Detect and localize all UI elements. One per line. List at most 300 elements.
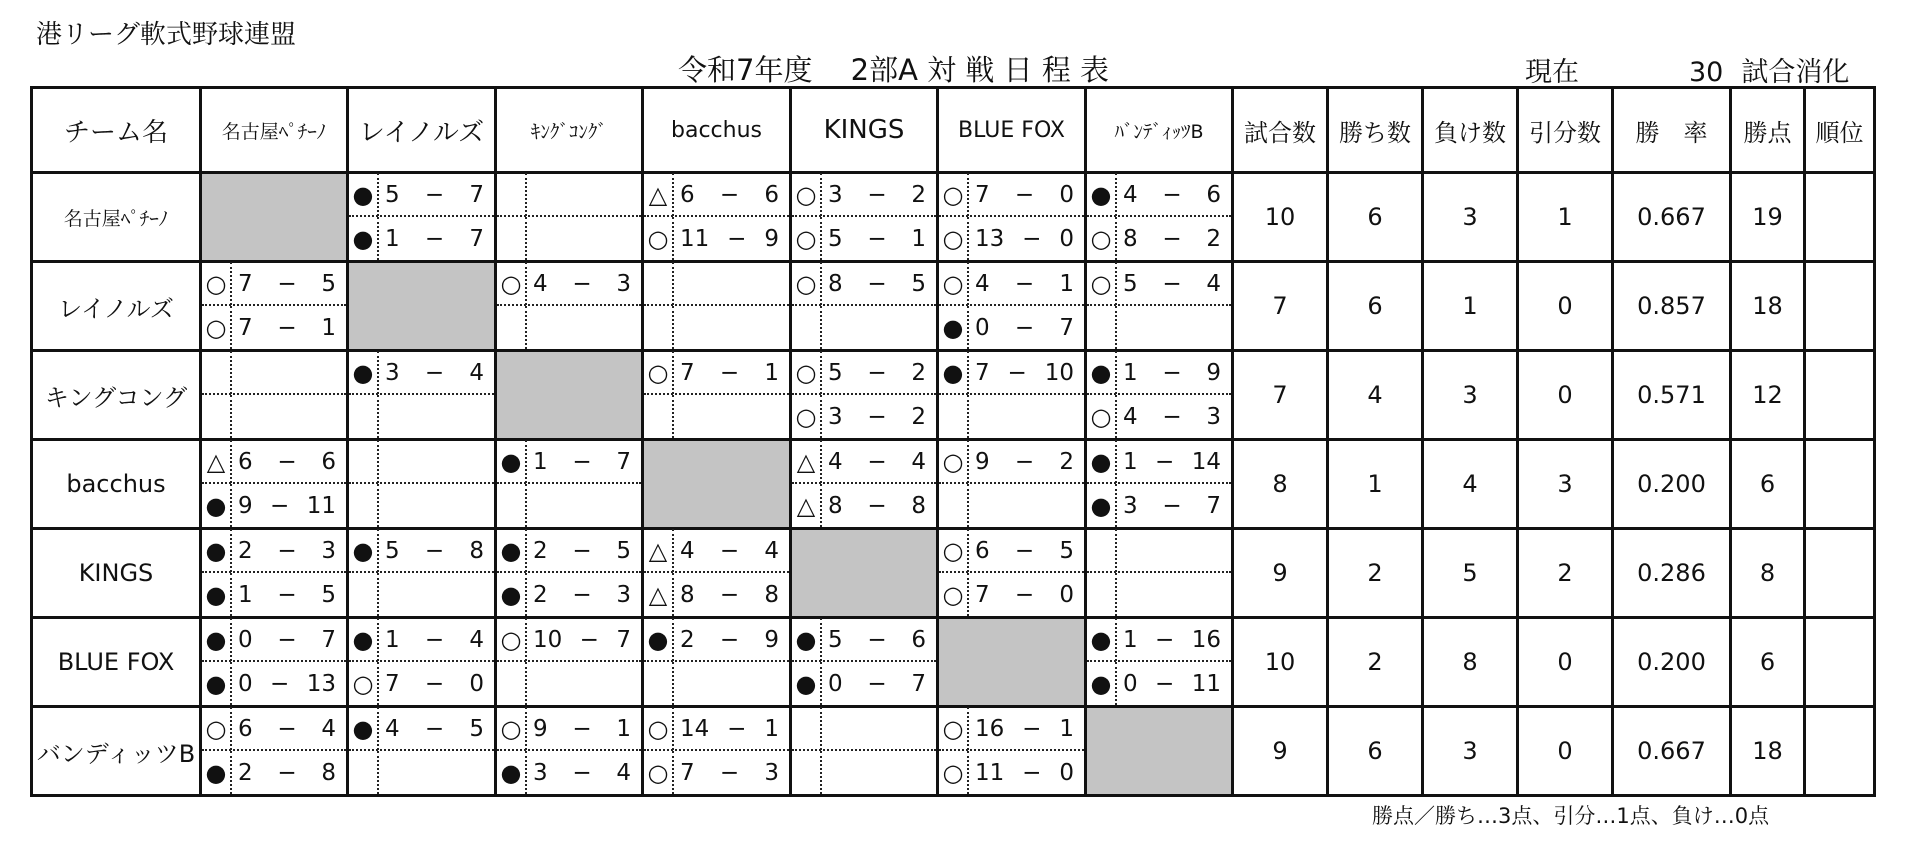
opponent-score: 3 bbox=[616, 270, 631, 297]
team-score: 3 bbox=[828, 403, 843, 430]
team-score: 7 bbox=[680, 759, 695, 786]
team-row bbox=[32, 173, 1875, 262]
game-score bbox=[527, 716, 641, 742]
points: 6 bbox=[1731, 618, 1805, 707]
game-score bbox=[822, 271, 936, 297]
team-score: 5 bbox=[385, 181, 400, 208]
team-score: 7 bbox=[975, 359, 990, 386]
team-score: 0 bbox=[1123, 670, 1138, 697]
game-slot bbox=[792, 751, 936, 794]
self-match-cell bbox=[643, 440, 791, 529]
team-score: 7 bbox=[975, 181, 990, 208]
result-mark: ○ bbox=[792, 351, 822, 394]
result-mark bbox=[349, 440, 379, 483]
result-mark bbox=[1087, 529, 1117, 572]
draws: 1 bbox=[1518, 173, 1613, 262]
game-slot bbox=[349, 573, 494, 616]
team-score: 7 bbox=[680, 359, 695, 386]
game-slot bbox=[1087, 530, 1231, 573]
losses: 3 bbox=[1423, 173, 1518, 262]
team-name: キングコング bbox=[32, 351, 201, 440]
game-slot bbox=[202, 662, 346, 705]
opponent-score: 2 bbox=[1059, 448, 1074, 475]
opponent-score: 0 bbox=[1059, 581, 1074, 608]
self-match-cell bbox=[1086, 707, 1233, 796]
game-slot bbox=[497, 263, 641, 306]
score-separator: − bbox=[719, 181, 740, 208]
rank bbox=[1805, 440, 1875, 529]
opponent-header: KINGS bbox=[791, 88, 938, 173]
game-slot bbox=[497, 484, 641, 527]
game-slot bbox=[1087, 573, 1231, 616]
score-separator: − bbox=[424, 670, 445, 697]
opponent-score: 6 bbox=[321, 448, 336, 475]
header-row bbox=[32, 88, 1875, 173]
team-name: レイノルズ bbox=[32, 262, 201, 351]
score-separator: − bbox=[867, 670, 887, 697]
team-row bbox=[32, 707, 1875, 796]
result-mark: △ bbox=[792, 440, 822, 483]
rank bbox=[1805, 351, 1875, 440]
score-separator: − bbox=[277, 537, 297, 564]
score-separator: − bbox=[1162, 270, 1182, 297]
game-slot bbox=[939, 573, 1084, 616]
score-separator: − bbox=[277, 759, 297, 786]
opponent-score: 13 bbox=[306, 670, 336, 697]
team-score: 7 bbox=[238, 314, 253, 341]
team-score: 8 bbox=[680, 581, 695, 608]
result-mark: ○ bbox=[939, 529, 969, 572]
game-score bbox=[1117, 271, 1231, 297]
game-score bbox=[822, 493, 936, 519]
match-cell bbox=[791, 707, 938, 796]
result-mark: ○ bbox=[792, 262, 822, 305]
game-slot bbox=[202, 573, 346, 616]
team-column-header: チーム名 bbox=[32, 88, 201, 173]
game-score bbox=[232, 538, 346, 564]
game-slot bbox=[349, 352, 494, 395]
opponent-score: 7 bbox=[1206, 492, 1221, 519]
score-separator: − bbox=[719, 581, 740, 608]
match-cell bbox=[496, 707, 643, 796]
score-separator: − bbox=[867, 403, 887, 430]
opponent-score: 1 bbox=[764, 359, 779, 386]
game-score bbox=[232, 271, 346, 297]
match-cell bbox=[643, 529, 791, 618]
team-score: 8 bbox=[828, 270, 843, 297]
result-mark: ● bbox=[497, 751, 527, 794]
losses: 3 bbox=[1423, 351, 1518, 440]
team-name: 名古屋ﾍﾟﾁｰﾉ bbox=[32, 173, 201, 262]
opponent-score: 5 bbox=[616, 537, 631, 564]
match-cell bbox=[348, 529, 496, 618]
score-separator: − bbox=[572, 581, 592, 608]
team-score: 3 bbox=[828, 181, 843, 208]
losses-header: 負け数 bbox=[1423, 88, 1518, 173]
score-separator: − bbox=[572, 448, 592, 475]
game-slot bbox=[349, 441, 494, 484]
self-match-cell bbox=[348, 262, 496, 351]
game-slot bbox=[792, 662, 936, 705]
opponent-score: 5 bbox=[1059, 537, 1074, 564]
games-played: 10 bbox=[1233, 173, 1328, 262]
opponent-score: 4 bbox=[321, 715, 336, 742]
team-score: 0 bbox=[238, 670, 253, 697]
game-slot bbox=[497, 174, 641, 217]
team-score: 5 bbox=[1123, 270, 1138, 297]
team-score: 5 bbox=[385, 537, 400, 564]
game-score bbox=[969, 760, 1084, 786]
game-slot bbox=[939, 441, 1084, 484]
team-name: BLUE FOX bbox=[32, 618, 201, 707]
result-mark: ○ bbox=[939, 262, 969, 305]
score-separator: − bbox=[867, 359, 887, 386]
points-footnote: 勝点／勝ち…3点、引分…1点、負け…0点 bbox=[1372, 804, 1770, 828]
team-score: 3 bbox=[533, 759, 548, 786]
games-played: 7 bbox=[1233, 351, 1328, 440]
match-cell bbox=[643, 173, 791, 262]
team-score: 4 bbox=[385, 715, 400, 742]
team-name: バンディッツB bbox=[32, 707, 201, 796]
result-mark: ○ bbox=[939, 751, 969, 794]
result-mark bbox=[202, 351, 232, 394]
result-mark: ● bbox=[939, 306, 969, 349]
game-slot bbox=[644, 263, 789, 306]
game-slot bbox=[349, 217, 494, 260]
score-separator: − bbox=[424, 225, 445, 252]
score-separator: − bbox=[277, 581, 297, 608]
opponent-score: 6 bbox=[1206, 181, 1221, 208]
losses: 3 bbox=[1423, 707, 1518, 796]
opponent-score: 14 bbox=[1191, 448, 1221, 475]
games-played: 9 bbox=[1233, 707, 1328, 796]
score-separator: − bbox=[572, 759, 592, 786]
game-score bbox=[527, 582, 641, 608]
score-separator: − bbox=[1014, 314, 1035, 341]
opponent-score: 1 bbox=[321, 314, 336, 341]
team-score: 1 bbox=[385, 225, 400, 252]
result-mark bbox=[497, 217, 527, 260]
game-score bbox=[527, 538, 641, 564]
points-header: 勝点 bbox=[1731, 88, 1805, 173]
game-slot bbox=[1087, 217, 1231, 260]
match-cell bbox=[1086, 618, 1233, 707]
win-rate: 0.286 bbox=[1613, 529, 1731, 618]
game-slot bbox=[792, 352, 936, 395]
game-slot bbox=[644, 619, 789, 662]
result-mark bbox=[349, 395, 379, 438]
result-mark: ○ bbox=[939, 217, 969, 260]
result-mark bbox=[497, 484, 527, 527]
result-mark: ● bbox=[644, 618, 674, 661]
result-mark: ● bbox=[202, 618, 232, 661]
game-score bbox=[1117, 627, 1231, 653]
league-name: 港リーグ軟式野球連盟 bbox=[36, 20, 297, 50]
opponent-score: 0 bbox=[1059, 759, 1074, 786]
result-mark: ○ bbox=[792, 173, 822, 216]
game-slot bbox=[792, 306, 936, 349]
opponent-score: 7 bbox=[469, 181, 484, 208]
result-mark: ○ bbox=[1087, 395, 1117, 438]
score-separator: − bbox=[277, 314, 297, 341]
game-slot bbox=[497, 708, 641, 751]
result-mark: ● bbox=[202, 484, 232, 527]
result-mark: ● bbox=[1087, 618, 1117, 661]
score-separator: − bbox=[867, 448, 887, 475]
opponent-score: 4 bbox=[616, 759, 631, 786]
result-mark: ○ bbox=[939, 573, 969, 616]
points: 12 bbox=[1731, 351, 1805, 440]
game-slot bbox=[939, 263, 1084, 306]
opponent-score: 3 bbox=[764, 759, 779, 786]
game-slot bbox=[497, 619, 641, 662]
result-mark: ● bbox=[1087, 484, 1117, 527]
points: 8 bbox=[1731, 529, 1805, 618]
match-cell bbox=[938, 173, 1086, 262]
score-separator: − bbox=[867, 492, 887, 519]
match-cell bbox=[201, 618, 348, 707]
result-mark: ○ bbox=[1087, 262, 1117, 305]
match-cell bbox=[201, 351, 348, 440]
opponent-score: 11 bbox=[306, 492, 336, 519]
game-slot bbox=[939, 751, 1084, 794]
result-mark bbox=[644, 262, 674, 305]
win-rate-header: 勝 率 bbox=[1613, 88, 1731, 173]
losses: 1 bbox=[1423, 262, 1518, 351]
result-mark: ○ bbox=[644, 707, 674, 750]
team-score: 2 bbox=[238, 759, 253, 786]
wins: 4 bbox=[1328, 351, 1423, 440]
game-score bbox=[674, 716, 789, 742]
game-slot bbox=[644, 217, 789, 260]
game-slot bbox=[939, 352, 1084, 395]
game-slot bbox=[497, 306, 641, 349]
self-match-cell bbox=[201, 173, 348, 262]
result-mark: ○ bbox=[202, 707, 232, 750]
score-separator: − bbox=[277, 626, 297, 653]
team-score: 2 bbox=[533, 581, 548, 608]
score-separator: − bbox=[727, 715, 747, 742]
game-score bbox=[379, 226, 494, 252]
wins: 1 bbox=[1328, 440, 1423, 529]
result-mark bbox=[939, 484, 969, 527]
result-mark: ● bbox=[202, 662, 232, 705]
team-name: bacchus bbox=[32, 440, 201, 529]
game-slot bbox=[202, 395, 346, 438]
match-cell bbox=[348, 618, 496, 707]
result-mark: ● bbox=[202, 751, 232, 794]
opponent-score: 4 bbox=[469, 626, 484, 653]
opponent-score: 2 bbox=[1206, 225, 1221, 252]
result-mark: ○ bbox=[349, 662, 379, 705]
result-mark bbox=[792, 306, 822, 349]
game-slot bbox=[644, 174, 789, 217]
game-slot bbox=[1087, 174, 1231, 217]
team-score: 1 bbox=[1123, 448, 1138, 475]
match-cell bbox=[201, 529, 348, 618]
game-slot bbox=[644, 352, 789, 395]
result-mark bbox=[1087, 306, 1117, 349]
team-score: 3 bbox=[385, 359, 400, 386]
game-score bbox=[379, 182, 494, 208]
result-mark: ○ bbox=[792, 395, 822, 438]
rank-header: 順位 bbox=[1805, 88, 1875, 173]
score-separator: − bbox=[1007, 359, 1027, 386]
team-score: 4 bbox=[680, 537, 695, 564]
game-score bbox=[232, 627, 346, 653]
result-mark: △ bbox=[644, 173, 674, 216]
result-mark: ○ bbox=[939, 440, 969, 483]
opponent-score: 7 bbox=[469, 225, 484, 252]
rank bbox=[1805, 707, 1875, 796]
opponent-score: 8 bbox=[321, 759, 336, 786]
game-slot bbox=[1087, 619, 1231, 662]
team-score: 4 bbox=[1123, 181, 1138, 208]
standings-table bbox=[30, 86, 1876, 797]
result-mark: ● bbox=[1087, 440, 1117, 483]
match-cell bbox=[496, 262, 643, 351]
opponent-score: 0 bbox=[1059, 181, 1074, 208]
result-mark: ● bbox=[497, 529, 527, 572]
game-score bbox=[969, 582, 1084, 608]
match-cell bbox=[1086, 351, 1233, 440]
match-cell bbox=[348, 440, 496, 529]
game-slot bbox=[1087, 263, 1231, 306]
draws: 3 bbox=[1518, 440, 1613, 529]
wins: 6 bbox=[1328, 262, 1423, 351]
opponent-score: 2 bbox=[911, 359, 926, 386]
opponent-score: 10 bbox=[1044, 359, 1074, 386]
game-slot bbox=[202, 619, 346, 662]
opponent-score: 11 bbox=[1191, 670, 1221, 697]
score-separator: − bbox=[277, 448, 297, 475]
result-mark: ● bbox=[349, 217, 379, 260]
rank bbox=[1805, 262, 1875, 351]
score-separator: − bbox=[572, 715, 592, 742]
game-slot bbox=[1087, 306, 1231, 349]
team-score: 0 bbox=[975, 314, 990, 341]
team-row bbox=[32, 618, 1875, 707]
opponent-score: 2 bbox=[911, 403, 926, 430]
score-separator: − bbox=[1014, 448, 1035, 475]
opponent-score: 1 bbox=[911, 225, 926, 252]
wins: 2 bbox=[1328, 529, 1423, 618]
opponent-header: bacchus bbox=[643, 88, 791, 173]
result-mark: ● bbox=[1087, 662, 1117, 705]
game-slot bbox=[202, 484, 346, 527]
game-score bbox=[379, 671, 494, 697]
game-score bbox=[969, 360, 1084, 386]
game-slot bbox=[497, 662, 641, 705]
opponent-score: 4 bbox=[1206, 270, 1221, 297]
game-score bbox=[232, 760, 346, 786]
score-separator: − bbox=[424, 537, 445, 564]
game-score bbox=[1117, 226, 1231, 252]
team-row bbox=[32, 351, 1875, 440]
result-mark bbox=[1087, 573, 1117, 616]
game-score bbox=[379, 360, 494, 386]
game-slot bbox=[1087, 441, 1231, 484]
opponent-score: 7 bbox=[616, 448, 631, 475]
match-cell bbox=[791, 173, 938, 262]
game-slot bbox=[349, 708, 494, 751]
score-separator: − bbox=[1162, 492, 1182, 519]
game-score bbox=[232, 582, 346, 608]
score-separator: − bbox=[424, 626, 445, 653]
match-cell bbox=[791, 262, 938, 351]
wins: 2 bbox=[1328, 618, 1423, 707]
match-cell bbox=[643, 618, 791, 707]
match-cell bbox=[938, 707, 1086, 796]
team-score: 2 bbox=[238, 537, 253, 564]
result-mark bbox=[202, 395, 232, 438]
games-played-status bbox=[1525, 50, 1849, 89]
result-mark: ● bbox=[349, 529, 379, 572]
game-score bbox=[822, 404, 936, 430]
game-slot bbox=[349, 619, 494, 662]
game-slot bbox=[497, 441, 641, 484]
self-match-cell bbox=[938, 618, 1086, 707]
game-slot bbox=[349, 530, 494, 573]
opponent-score: 5 bbox=[321, 270, 336, 297]
team-score: 1 bbox=[1123, 359, 1138, 386]
result-mark bbox=[349, 484, 379, 527]
game-slot bbox=[202, 441, 346, 484]
result-mark: ○ bbox=[202, 306, 232, 349]
game-score bbox=[674, 226, 789, 252]
match-cell bbox=[1086, 529, 1233, 618]
team-score: 13 bbox=[975, 225, 1005, 252]
opponent-score: 5 bbox=[469, 715, 484, 742]
opponent-score: 16 bbox=[1191, 626, 1221, 653]
opponent-score: 1 bbox=[616, 715, 631, 742]
match-cell bbox=[348, 173, 496, 262]
opponent-score: 5 bbox=[911, 270, 926, 297]
score-separator: − bbox=[719, 759, 740, 786]
game-score bbox=[379, 716, 494, 742]
game-score bbox=[1117, 404, 1231, 430]
game-slot bbox=[349, 484, 494, 527]
match-cell bbox=[496, 618, 643, 707]
team-row bbox=[32, 440, 1875, 529]
score-separator: − bbox=[1162, 403, 1182, 430]
team-score: 8 bbox=[828, 492, 843, 519]
opponent-score: 8 bbox=[911, 492, 926, 519]
result-mark: △ bbox=[792, 484, 822, 527]
win-rate: 0.571 bbox=[1613, 351, 1731, 440]
result-mark bbox=[644, 306, 674, 349]
opponent-score: 0 bbox=[469, 670, 484, 697]
game-slot bbox=[202, 751, 346, 794]
result-mark bbox=[644, 662, 674, 705]
game-score bbox=[1117, 182, 1231, 208]
team-score: 0 bbox=[238, 626, 253, 653]
opponent-score: 7 bbox=[911, 670, 926, 697]
opponent-header: 名古屋ﾍﾟﾁｰﾉ bbox=[201, 88, 348, 173]
game-score bbox=[969, 716, 1084, 742]
game-slot bbox=[792, 484, 936, 527]
self-match-cell bbox=[791, 529, 938, 618]
opponent-score: 7 bbox=[1059, 314, 1074, 341]
game-score bbox=[969, 271, 1084, 297]
game-score bbox=[1117, 360, 1231, 386]
game-score bbox=[379, 627, 494, 653]
result-mark bbox=[792, 707, 822, 750]
games-played: 8 bbox=[1233, 440, 1328, 529]
team-score: 7 bbox=[975, 581, 990, 608]
game-slot bbox=[497, 573, 641, 616]
match-cell bbox=[1086, 173, 1233, 262]
